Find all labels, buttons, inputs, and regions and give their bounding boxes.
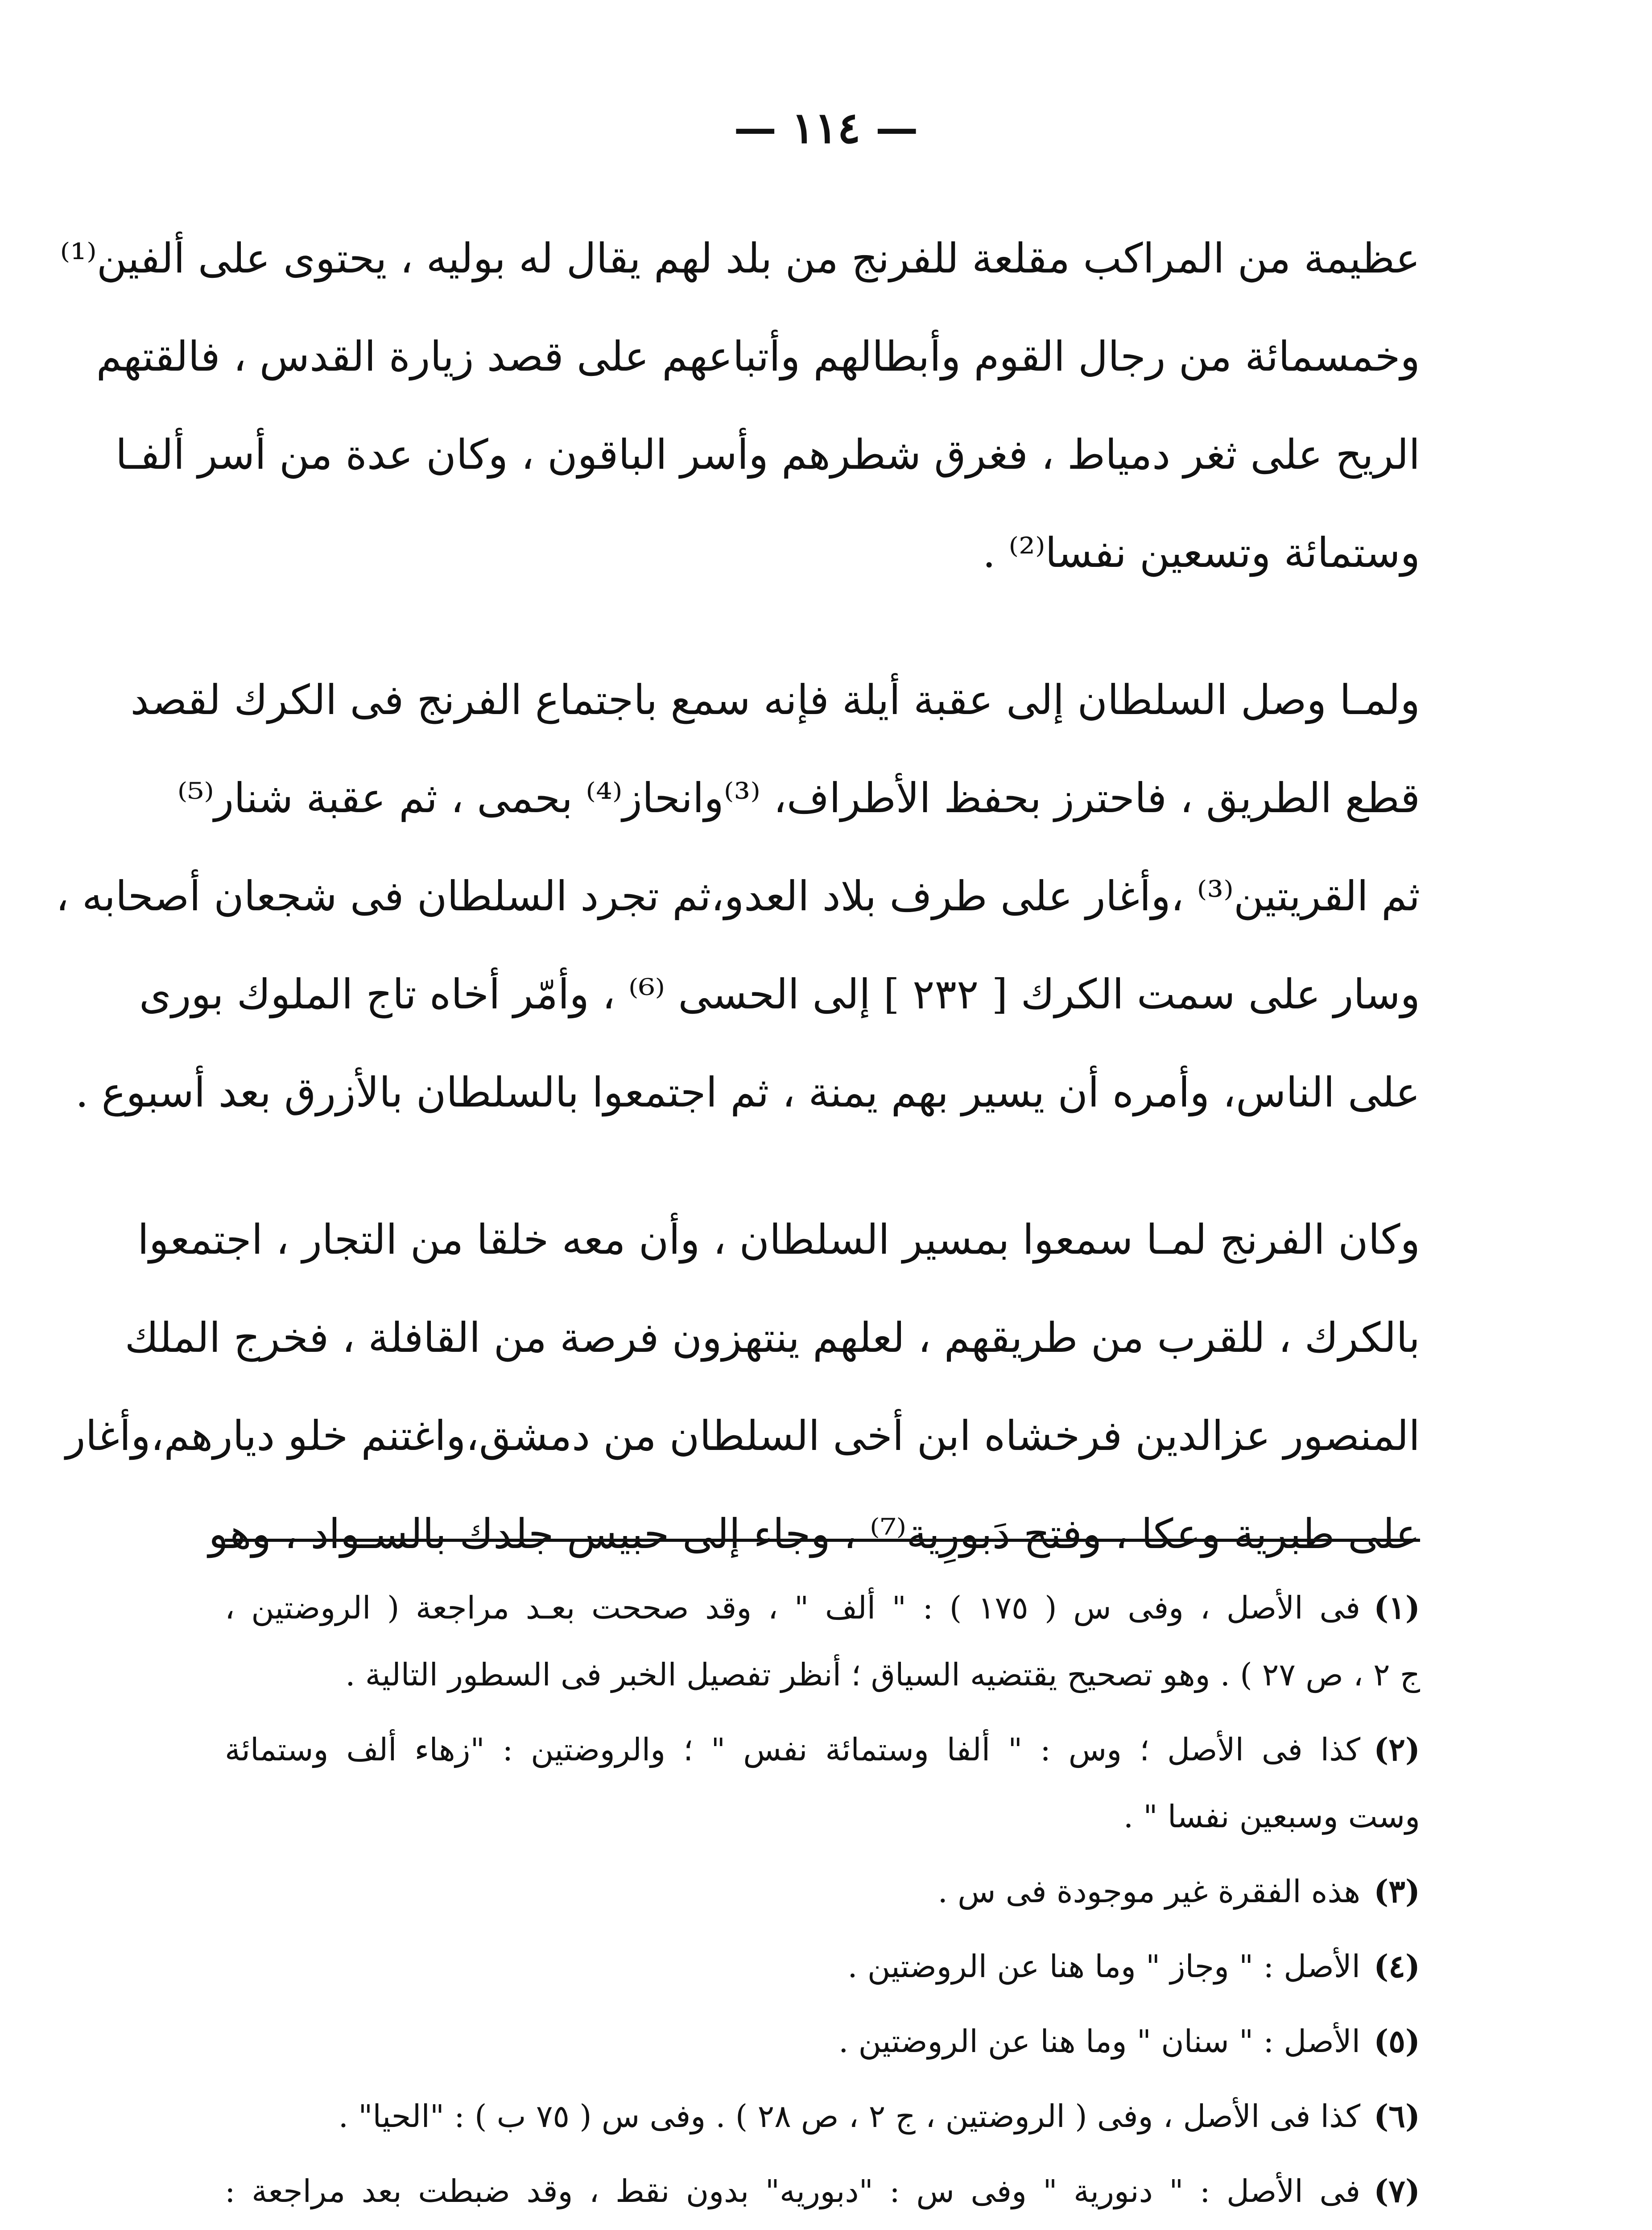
text-line: وخمسمائة من رجال القوم وأبطالهم وأتباعهم على قصد زيارة القدس ، فالقتهم: [96, 333, 1420, 380]
footnote-line: [225, 1858, 1420, 1925]
footnote-line: [225, 2158, 1420, 2225]
footnote-line: وست وسبعين نفسا " .: [1123, 1798, 1420, 1835]
footnote-line: [225, 1574, 1420, 1641]
footnote-number: (٢): [1374, 1731, 1420, 1768]
text-line: عظيمة من المراكب مقلعة للفرنج من بلد لهم يقال له بوليه ، يحتوى على ألفين⁽¹⁾: [60, 235, 1420, 282]
footnote-line: [225, 2225, 1420, 2230]
page-number: — ١١٤ —: [734, 103, 918, 153]
footnote-number: (٣): [1374, 1873, 1420, 1910]
footnote-text: فى الأصل ، وفى س ( ١٧٥ ) : " ألف " ، وقد صححت بعـد مراجعة ( الروضتين ،: [225, 1590, 1361, 1626]
footnotes: [225, 1574, 1420, 2230]
footnote-number: (١): [1374, 1589, 1420, 1626]
text-line: قطع الطريق ، فاحترز بحفظ الأطراف، ⁽³⁾وانحاز⁽⁴⁾ بحمى ، ثم عقبة شنار⁽⁵⁾: [177, 774, 1420, 822]
footnote-number: (٥): [1374, 2023, 1420, 2060]
footnote-line: ج ٢ ، ص ٢٧ ) . وهو تصحيح يقتضيه السياق ؛ أنظر تفصيل الخبر فى السطور التالية .: [345, 1656, 1420, 1693]
text-line: على الناس، وأمره أن يسير بهم يمنة ، ثم اجتمعوا بالسلطان بالأزرق بعد أسبوع .: [75, 1069, 1420, 1116]
footnote-text: الأصل : " سنان " وما هنا عن الروضتين .: [838, 2023, 1361, 2060]
text-line: بالكرك ، للقرب من طريقهم ، لعلهم ينتهزون فرصة من القافلة ، فخرج الملك: [124, 1314, 1420, 1362]
footnote-text: هذه الفقرة غير موجودة فى س .: [938, 1873, 1361, 1910]
footnote-line: [225, 1933, 1420, 2000]
footnote-separator: [225, 1539, 1420, 1542]
footnote-text: الأصل : " وجاز " وما هنا عن الروضتين .: [847, 1948, 1361, 1985]
footnote-1: [225, 1574, 1420, 1708]
footnote-text: كذا فى الأصل ، وفى ( الروضتين ، ج ٢ ، ص ٢٨ ) . وفى س ( ٧٥ ب ) : "الحيا" .: [338, 2098, 1361, 2135]
text-line: وسار على سمت الكرك [ ٢٣٢ ] إلى الحسى ⁽⁶⁾ ، وأمّر أخاه تاج الملوك بورى: [139, 970, 1420, 1018]
text-line: المنصور عزالدين فرخشاه ابن أخى السلطان من دمشق،واغتنم خلو ديارهم،وأغار: [66, 1412, 1420, 1460]
text-line: وكان الفرنج لمـا سمعوا بمسير السلطان ، وأن معه خلقا من التجار ، اجتمعوا: [137, 1216, 1420, 1264]
text-line: وستمائة وتسعين نفسا⁽²⁾ .: [982, 529, 1420, 577]
footnote-line: [225, 2008, 1420, 2075]
footnote-6: [225, 2083, 1420, 2150]
footnote-5: [225, 2008, 1420, 2075]
text-line: الريح على ثغر دمياط ، فغرق شطرهم وأسر الباقون ، وكان عدة من أسر ألفـا: [116, 431, 1420, 479]
text-line: ولمـا وصل السلطان إلى عقبة أيلة فإنه سمع باجتماع الفرنج فى الكرك لقصد: [130, 676, 1420, 724]
footnote-text: فى الأصل : " دنورية " وفى س : "دبوريه" بدون نقط ، وقد ضبطت بعد مراجعة :: [225, 2173, 1361, 2209]
footnote-4: [225, 1933, 1420, 2000]
footnote-7: [225, 2158, 1420, 2230]
body-text: [56, 210, 1420, 1632]
footnote-line: [225, 2083, 1420, 2150]
footnote-number: (٦): [1374, 2098, 1420, 2135]
footnote-2: [225, 1716, 1420, 1850]
footnote-number: (٤): [1374, 1948, 1420, 1985]
footnote-number: (٧): [1374, 2172, 1420, 2209]
footnote-text: كذا فى الأصل ؛ وس : " ألفا وستمائة نفس " ؛ والروضتين : "زهاء ألف وستمائة: [225, 1731, 1361, 1768]
text-line: على طبرية وعكا ، وفتح دَبورِية⁽⁷⁾ ، وجاء إلى حبيس جلدك بالسـواد ، وهو: [208, 1510, 1420, 1558]
paragraph-1: [60, 210, 1420, 602]
paragraph-2: [56, 651, 1420, 1142]
text-line: ثم القريتين⁽³⁾ ،وأغار على طرف بلاد العدو،ثم تجرد السلطان فى شجعان أصحابه ،: [56, 872, 1420, 920]
paragraph-3: [66, 1191, 1420, 1583]
footnote-line: [225, 1716, 1420, 1783]
footnote-3: [225, 1858, 1420, 1925]
